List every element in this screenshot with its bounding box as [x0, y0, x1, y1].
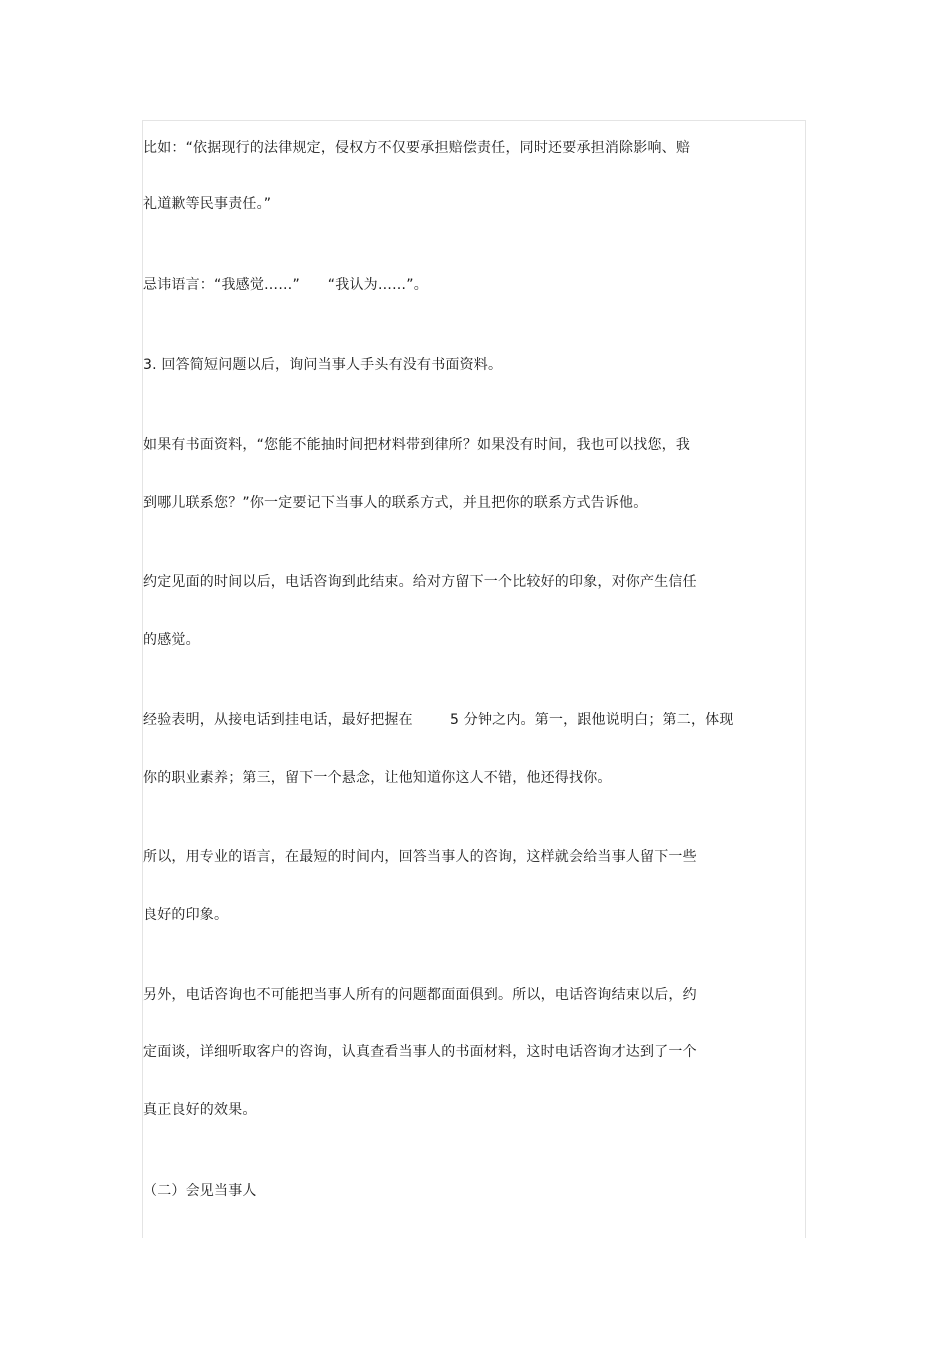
text-line-written-materials: 如果有书面资料，“您能不能抽时间把材料带到律所？如果没有时间，我也可以找您，我 [143, 437, 691, 453]
text-line-additionally-end: 真正良好的效果。 [143, 1102, 257, 1118]
text-line-appointment: 约定见面的时间以后，电话咨询到此结束。给对方留下一个比较好的印象，对你产生信任 [143, 574, 697, 590]
text-line-additionally: 另外，电话咨询也不可能把当事人所有的问题都面面俱到。所以，电话咨询结束以后，约 [143, 987, 697, 1003]
section-heading-meeting-client: （二）会见当事人 [143, 1183, 257, 1199]
text-line-step-3: 3. 回答简短问题以后，询问当事人手头有没有书面资料。 [143, 357, 503, 373]
text-line-additionally-cont: 定面谈，详细听取客户的咨询，认真查看当事人的书面材料，这时电话咨询才达到了一个 [143, 1044, 697, 1060]
text-line-taboo-language: 忌讳语言：“我感觉……” “我认为……”。 [143, 277, 428, 293]
text-line-experience-cont: 你的职业素养；第三，留下一个悬念，让他知道你这人不错，他还得找你。 [143, 770, 612, 786]
text-line-experience: 经验表明，从接电话到挂电话，最好把握在 5 分钟之内。第一，跟他说明白；第二，体现 [143, 712, 734, 728]
text-line-therefore: 所以，用专业的语言，在最短的时间内，回答当事人的咨询，这样就会给当事人留下一些 [143, 849, 697, 865]
text-line-example-quote: 比如：“依据现行的法律规定，侵权方不仅要承担赔偿责任，同时还要承担消除影响、赔 [143, 140, 691, 156]
text-line-appointment-cont: 的感觉。 [143, 632, 200, 648]
text-line-written-materials-cont: 到哪儿联系您？”你一定要记下当事人的联系方式，并且把你的联系方式告诉他。 [143, 495, 648, 511]
text-line-therefore-cont: 良好的印象。 [143, 907, 229, 923]
text-line-example-quote-cont: 礼道歉等民事责任。” [143, 196, 272, 212]
